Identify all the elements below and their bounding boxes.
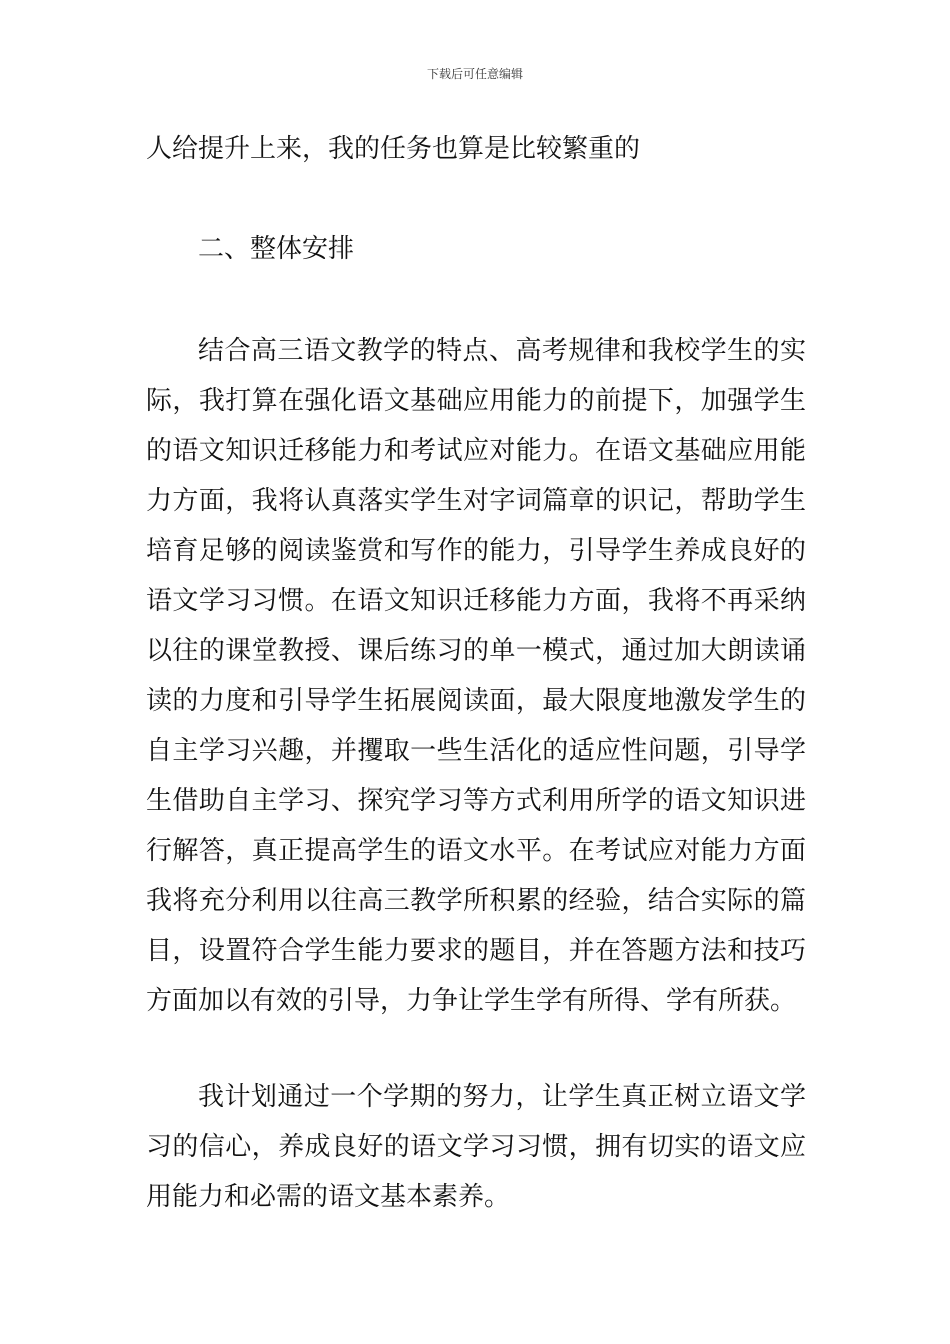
section-heading: 二、整体安排 [198, 234, 355, 264]
paragraph-plan: 我计划通过一个学期的努力，让学生真正树立语文学习的信心，养成良好的语文学习习惯，拥有切实的语文应用能力和必需的语文基本素养。 [146, 1082, 806, 1212]
page-header-note: 下载后可任意编辑 [426, 67, 523, 81]
paragraph-continuation: 人给提升上来，我的任务也算是比较繁重的 [146, 134, 641, 164]
paragraph-arrangement: 结合高三语文教学的特点、高考规律和我校学生的实际，我打算在强化语文基础应用能力的前提下，加强学生的语文知识迁移能力和考试应对能力。在语文基础应用能力方面，我将认真落实学生对字词篇章的识记，帮助学生培育足够的阅读鉴赏和写作的能力，引导学生养成良好的语文学习习惯。在语文知识迁移能力方面，我将不再采纳以往的课堂教授、课后练习的单一模式，通过加大朗读诵读的力度和引导学生拓展阅读面，最大限度地激发学生的自主学习兴趣，并攫取一些生活化的适应性问题，引导学生借助自主学习、探究学习等方式利用所学的语文知识进行解答，真正提高学生的语文水平。在考试应对能力方面我将充分利用以往高三教学所积累的经验，结合实际的篇目，设置符合学生能力要求的题目，并在答题方法和技巧方面加以有效的引导，力争让学生学有所得、学有所获。 [146, 336, 806, 1016]
